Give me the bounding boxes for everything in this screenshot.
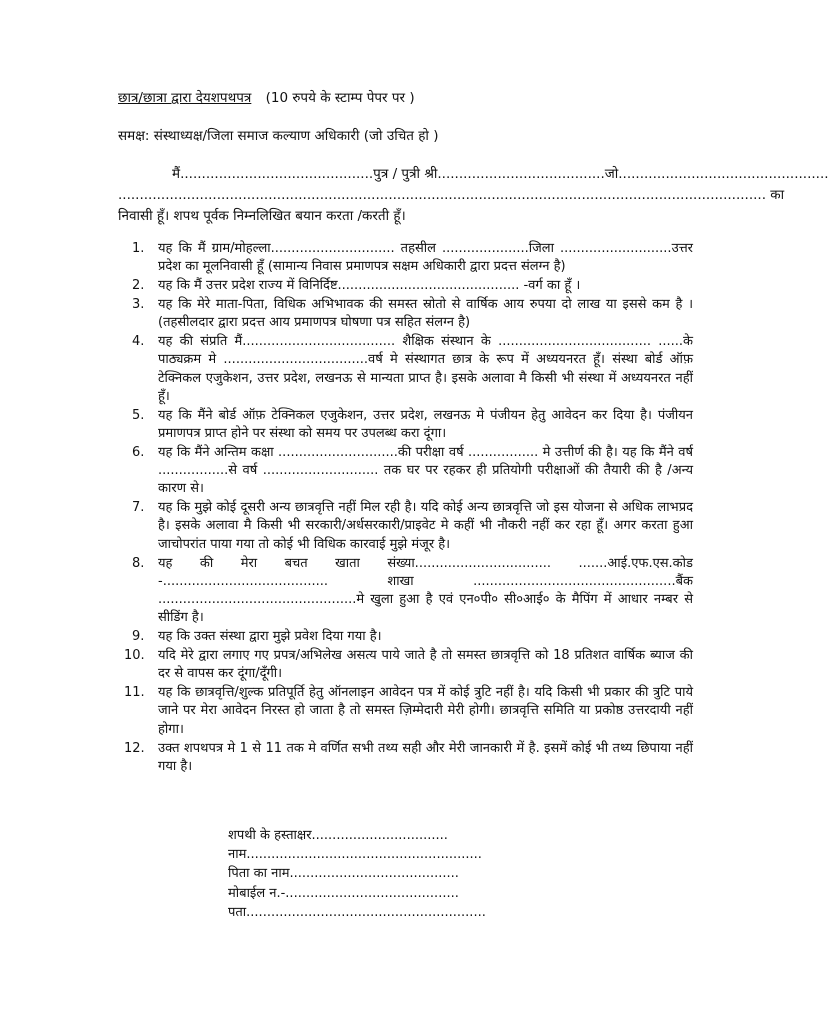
declaration-item <box>118 740 693 777</box>
item-text: यह की संप्रति मैं..................................... शैक्षिक संस्थान के ..................................... ......के पाठ्यक्रम मे ...................................वर्ष मे संस्थागत छात्र के रूप में अध्ययनरत हूँ। संस्था बोर्ड ऑफ़ टेक्निकल एजुकेशन, उत्तर प्रदेश, लखनऊ से मान्यता प्राप्त है। इसके अलावा मै किसी भी संस्था में अध्ययनरत नहीं हूँ। <box>158 333 693 404</box>
name-line: नाम......................................................... <box>228 847 482 863</box>
declaration-item <box>118 555 693 628</box>
item-number: 2. <box>132 278 145 294</box>
item-number: 5. <box>132 407 145 423</box>
item-text: यदि मेरे द्वारा लगाए गए प्रपत्र/अभिलेख असत्य पाये जाते है तो समस्त छात्रवृत्ति को 18 प्रतिशत वार्षिक ब्याज की दर से वापस कर दूंगा/दूँगी। <box>158 648 693 682</box>
item-number: 9. <box>132 629 145 645</box>
declaration-item <box>118 647 693 684</box>
declaration-item <box>118 333 693 406</box>
item-number: 8. <box>132 555 145 571</box>
mobile-line: मोबाईल न.-.......................................... <box>228 885 459 901</box>
item-number: 4. <box>132 333 145 349</box>
declarant-intro <box>118 164 829 227</box>
item-text: उक्त शपथपत्र मे 1 से 11 तक मे वर्णित सभी तथ्य सही और मेरी जानकारी में है. इसमें कोई भी तथ्य छिपाया नहीं गया है। <box>158 740 693 774</box>
declaration-item <box>118 407 693 444</box>
item-text: यह कि उक्त संस्था द्वारा मुझे प्रवेश दिया गया है। <box>158 629 382 645</box>
item-number: 3. <box>132 296 145 312</box>
stamp-paper-note: (10 रुपये के स्टाम्प पेपर पर ) <box>265 90 415 106</box>
intro-line-3: निवासी हूँ। शपथ पूर्वक निम्नलिखित बयान करता /करती हूँ। <box>118 208 406 224</box>
addressee-line: समक्ष: संस्थाध्यक्ष/जिला समाज कल्याण अधिकारी (जो उचित हो ) <box>118 128 439 144</box>
document-title: छात्र/छात्रा द्वारा देयशपथपत्र <box>118 90 252 106</box>
item-text: यह कि छात्रवृत्ति/शुल्क प्रतिपूर्ति हेतु ऑनलाइन आवेदन पत्र में कोई त्रुटि नहीं है। यदि किसी भी प्रकार की त्रुटि पाये जाने पर मेरा आवेदन निरस्त हो जाता है तो समस्त ज़िम्मेदारी मेरी होगी। छात्रवृत्ति समिति या प्रकोष्ठ उत्तरदायी नहीं होगा। <box>158 685 693 737</box>
item-number: 10. <box>124 648 145 664</box>
intro-line-2: ....................................................................................................................................................... का <box>118 187 785 203</box>
declaration-item <box>118 499 693 554</box>
declaration-item <box>118 277 693 295</box>
item-number: 11. <box>124 685 145 701</box>
item-text: यह कि मैं ग्राम/मोहल्ला.............................. तहसील .....................जिला ...........................उत्तर प्रदेश का मूलनिवासी हूँ (सामान्य निवास प्रमाणपत्र सक्षम अधिकारी द्वारा प्रदत्त संलग्न है) <box>158 241 693 275</box>
declaration-item <box>118 628 693 646</box>
item-text: यह कि मैंने बोर्ड ऑफ़ टेक्निकल एजुकेशन, उत्तर प्रदेश, लखनऊ मे पंजीयन हेतु आवेदन कर दिया है। पंजीयन प्रमाणपत्र प्राप्त होने पर संस्था को समय पर उपलब्ध करा दूंगा। <box>158 407 693 441</box>
declaration-item <box>118 684 693 739</box>
document-heading <box>118 88 415 106</box>
item-number: 12. <box>124 740 145 756</box>
declaration-item <box>118 240 693 277</box>
item-number: 6. <box>132 444 145 460</box>
declaration-list <box>118 240 693 777</box>
father-name-line: पिता का नाम......................................... <box>228 866 459 882</box>
item-text: यह कि मैं उत्तर प्रदेश राज्य में विनिर्दिष्ट............................................ -वर्ग का हूँ । <box>158 278 581 294</box>
address-line: पता.......................................................... <box>228 904 486 920</box>
item-number: 7. <box>132 500 145 516</box>
item-number: 1. <box>132 241 145 256</box>
declaration-item <box>118 296 693 333</box>
item-text: यह की मेरा बचत खाता संख्या................................. .......आई.एफ.एस.कोड -........................................ शाखा .................................................बैंक ................................................मे खुला हुआ है एवं एन०पी० सी०आई० के मैपिंग में आधार नम्बर से सीडिंग है। <box>158 555 693 626</box>
intro-line-1: मैं.............................................पुत्र / पुत्री श्री.......................................जो................................................. <box>172 166 829 182</box>
item-text: यह कि मैंने अन्तिम कक्षा .............................की परीक्षा वर्ष ................. मे उत्तीर्ण की है। यह कि मैंने वर्ष .................से वर्ष ............................ तक घर पर रहकर ही प्रतियोगी परीक्षाओं की तैयारी की है /अन्य कारण से। <box>158 444 693 497</box>
item-text: यह कि मेरे माता-पिता, विधिक अभिभावक की समस्त स्रोतो से वार्षिक आय रुपया दो लाख या इससे कम है । (तहसीलदार द्वारा प्रदत्त आय प्रमाणपत्र घोषणा पत्र सहित संलग्न है) <box>158 296 693 331</box>
signature-block <box>228 826 486 922</box>
item-text: यह कि मुझे कोई दूसरी अन्य छात्रवृत्ति नहीं मिल रही है। यदि कोई अन्य छात्रवृत्ति जो इस योजना से अधिक लाभप्रद है। इसके अलावा मै किसी भी सरकारी/अर्धसरकारी/प्राइवेट मे कहीं भी नौकरी नहीं कर रहा हूँ। अगर करता हुआ जाचोपरांत पाया गया तो कोई भी विधिक कारवाई मुझे मंजूर है। <box>158 500 693 552</box>
signature-line: शपथी के हस्ताक्षर................................. <box>228 828 448 843</box>
declaration-item <box>118 444 693 499</box>
